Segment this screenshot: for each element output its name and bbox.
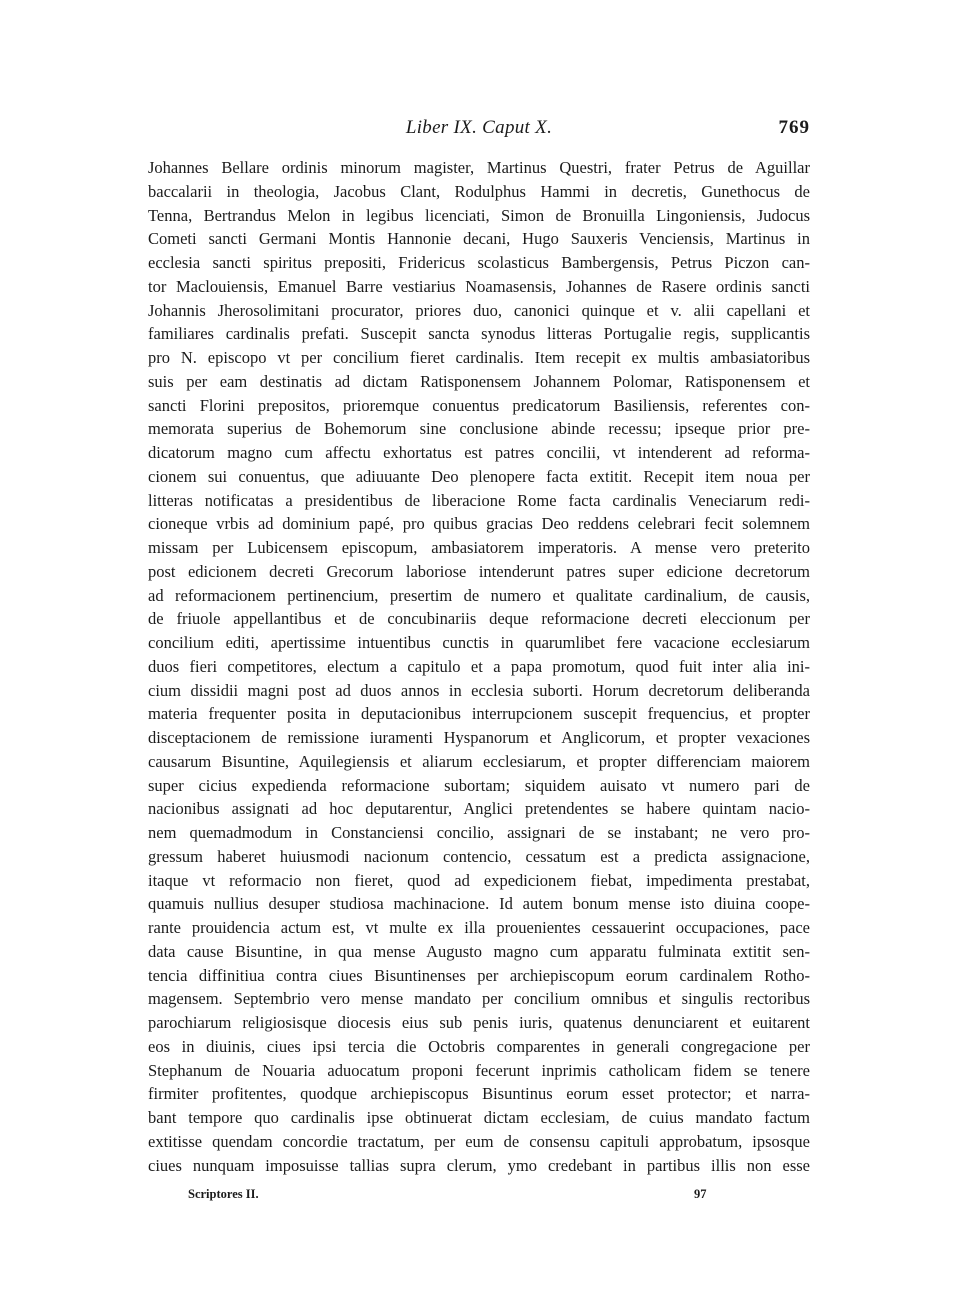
text-line: ecclesia sancti spiritus prepositi, Fridericus scolasticus Bambergensis, Petrus Piczon can- <box>148 253 810 272</box>
text-line: disceptacionem de remissione iuramenti Hyspanorum et Anglicorum, et propter vexaciones <box>148 728 810 747</box>
text-line: super cicius expedienda reformacione subortam; siquidem auisato vt numero pari de <box>148 775 810 795</box>
text-line: data cause Bisuntine, in qua mense Augusto magno cum apparatu fulminata extitit sen- <box>148 941 810 961</box>
text-line: litteras notificatas a presidentibus de liberacione Rome facta cardinalis Veneciarum redi- <box>148 490 810 510</box>
text-line: firmiter profitentes, quodque archiepiscopus Bisuntinus eorum esset protector; et narra- <box>148 1084 810 1104</box>
text-line: concilium editi, apertissime intuentibus cunctis in quarumlibet fere vacacione ecclesiarum <box>148 633 810 652</box>
text-line: baccalarii in theologia, Jacobus Clant, Rodulphus Hammi in decretis, Gunethocus de <box>148 181 810 201</box>
text-line: missam per Lubicensem episcopum, ambasiatorem imperatoris. A mense vero preterito <box>148 538 810 557</box>
text-line: rante prouidencia actum est, vt multe ex illa prouenientes cessauerint occupaciones, pace <box>148 918 810 937</box>
page-number: 769 <box>778 117 810 138</box>
text-line: nem quemadmodum in Constanciensi concilio, assignari de se instabant; ne vero pro- <box>148 823 810 842</box>
text-line: pro N. episcopo vt per concilium fieret cardinalis. Item recepit ex multis ambasiatoribus <box>148 348 810 367</box>
text-line: familiares cardinalis prefati. Suscepit sancta synodus litteras Portugalie regis, supplicantis <box>148 324 810 344</box>
page-footer <box>188 1187 748 1207</box>
text-line: cionem sui conuentus, que adiuuante Deo plenopere facta extitit. Recepit item noua per <box>148 466 810 486</box>
page-header <box>148 117 810 145</box>
text-line: materia frequenter posita in deputacionibus interrupcionem suscepit frequencius, et propter <box>148 704 810 724</box>
text-line: itaque vt reformacio non fieret, quod ad expedicionem fiebat, impedimenta prestabat, <box>148 870 810 890</box>
text-line: dicatorum magno cum affectu exhortatus est patres concilii, vt intenderent ad reforma- <box>148 443 810 462</box>
text-line: cium dissidii magni post ad duos annos in ecclesia suborti. Horum decretorum deliberanda <box>148 680 810 700</box>
text-line: nacionibus assignati ad hoc deputarentur, Anglici pretendentes se habere quintam nacio- <box>148 799 810 819</box>
text-line: eos in diuinis, ciues ipsi tercia die Octobris comparentes in generali congregacione per <box>148 1036 810 1056</box>
text-line: Stephanum de Nouaria aduocatum proponi fecerunt inprimis catholicam fidem se tenere <box>148 1060 810 1080</box>
running-title: Liber IX. Caput X. <box>405 117 553 138</box>
text-line: post edicionem decreti Grecorum laboriose intenderunt patres super edicione decretorum <box>148 561 810 581</box>
body-text <box>148 156 810 1177</box>
text-line: ciues nunquam imposuisse tallias supra clerum, ymo credebant in partibus illis non esse <box>148 1155 810 1175</box>
text-line: gressum haberet huiusmodi nacionum contencio, cessatum est a predicta assignacione, <box>148 846 810 866</box>
text-line: de friuole appellantibus et de concubinariis deque reformacione decreti eleccionum per <box>148 609 810 629</box>
text-line: parochiarum religiosisque diocesis eius sub penis iuris, quatenus denunciarent et euitarent <box>148 1013 810 1032</box>
signature-number: 97 <box>694 1187 707 1201</box>
text-line: tencia diffinitiua contra ciues Bisuntinenses per archiepiscopum eorum cardinalem Rotho- <box>148 965 810 985</box>
text-line: extitisse quendam concordie tractatum, per eum de consensu capituli approbatum, ipsosque <box>148 1131 810 1151</box>
text-line: causarum Bisuntine, Aquilegiensis et aliarum ecclesiarum, et propter differenciam maiorem <box>148 751 810 771</box>
printer-signature: Scriptores II. <box>188 1187 259 1201</box>
text-line: quamuis nullius desuper studiosa machinacione. Id autem bonum mense isto diuina coope- <box>148 894 810 914</box>
text-line: sancti Florini prepositos, prioremque conuentus predicatorum Basiliensis, referentes con- <box>148 395 810 415</box>
text-line: tor Maclouiensis, Emanuel Barre vestiarius Noamasensis, Johannes de Rasere ordinis sancti <box>148 276 810 296</box>
text-line: magensem. Septembrio vero mense mandato per concilium omnibus et singulis rectoribus <box>148 989 810 1009</box>
text-line: suis per eam destinatis ad dictam Ratisponensem Johannem Polomar, Ratisponensem et <box>148 371 810 391</box>
text-line: duos fieri competitores, electum a capitulo et a papa promotum, quod fuit inter alia ini- <box>148 656 810 676</box>
text-line: bant tempore quo cardinalis ipse obtinuerat dictam ecclesiam, de cuius mandato factum <box>148 1108 810 1127</box>
text-line: Johannes Bellare ordinis minorum magister, Martinus Questri, frater Petrus de Aguillar <box>148 158 810 177</box>
text-line: Cometi sancti Germani Montis Hannonie decani, Hugo Sauxeris Venciensis, Martinus in <box>148 229 810 249</box>
text-line: Johannis Jherosolimitani procurator, priores duo, canonici quinque et v. alii capellani et <box>148 300 810 320</box>
text-line: cioneque vrbis ad dominium papé, pro quibus gracias Deo reddens celebrari fecit solemnem <box>148 514 810 534</box>
text-line: Tenna, Bertrandus Melon in legibus licenciati, Simon de Bronuilla Lingoniensis, Judocus <box>148 205 810 225</box>
text-line: ad reformacionem pertinencium, presertim de numero et qualitate cardinalium, de causis, <box>148 585 810 605</box>
text-line: memorata superius de Bohemorum sine conclusione abinde recessu; ipseque prior pre- <box>148 419 810 439</box>
